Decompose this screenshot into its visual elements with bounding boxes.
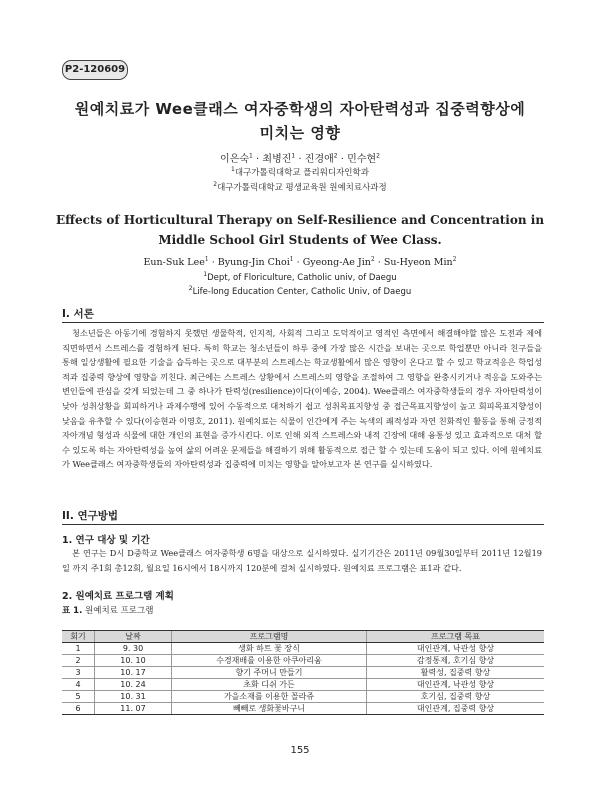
table-row [62, 667, 544, 679]
cell-program: 가을소재를 이용한 꼴라쥬 [172, 691, 367, 703]
affil-text: 대구가톨릭대학교 평생교육원 원예치료사과정 [217, 183, 387, 193]
cell-goal: 감정통제, 호기심 향상 [367, 655, 545, 667]
paper-id-badge: P2-120609 [62, 60, 128, 80]
cell-goal: 호기심, 집중력 향상 [367, 691, 545, 703]
subsection-1-heading: 1. 연구 대상 및 기간 [62, 535, 150, 546]
intro-body [62, 326, 542, 472]
english-affiliation-2 [40, 285, 560, 297]
author-sup: 2 [376, 152, 380, 160]
author: Gyeong-Ae Jin [302, 257, 371, 269]
cell-date: 10. 17 [95, 667, 172, 679]
col-header-date: 날짜 [95, 631, 172, 643]
subsection-1-paragraph: 본 연구는 D시 D중학교 Wee클래스 여자중학생 6명을 대상으로 실시하였다. 실기기간은 2011년 09월30일부터 2011년 12월19일 까지 주1회 총12회, 월요일 16시에서 18시까지 120분에 걸쳐 실시하였다. 원예치료 프로그램은 표1과 같다. [62, 548, 542, 573]
cell-program: 향기 주머니 만들기 [172, 667, 367, 679]
intro-paragraph: 청소년들은 아동기에 경험하지 못했던 생물학적, 인지적, 사회적 그리고 도덕적이고 영적인 측면에서 해결해야할 많은 도전과 제에 직면하면서 스트레스를 경험하게 된다. 특히 학교는 청소년들이 하루 중에 가장 많은 시간을 보내는 곳으로 학업뿐만 아니라 친구들을 통해 일상생활에 필요한 기술을 습득하는 곳으로 대부분의 스트레스는 학교생활에서 많은 영향이 온다고 할 수 있고 학교적응은 학업성적과 집중력 향상에 영향을 끼친다. 최근에는 스트레스 상황에서 스트레스의 영향을 조절하여 그 영향을 완충시키거나 적응을 도와주는 변인들에 관심을 갖게 되었는데 그 중 하나가 탄력성(resilience)이다(이예승, 2004). Wee클래스 여자중학생들의 경우 자아탄력성이 낮아 성취상황을 회피하거나 과제수행에 있어 수동적으로 대처하기 쉽고 성취목표지향성 중 접근목표지향성이 높고 회피목표지향성이 낮음을 유추할 수 있다(이승현과 이영호, 2011). 원예치료는 식물이 인간에게 주는 녹색의 쾌적성과 자연 친화적인 활동을 통해 긍정적 자아개념 형성과 식물에 대한 개인의 표현을 증가시킨다. 이로 인해 외적 스트레스와 내적 긴장에 대해 융통성 있고 효과적으로 대처 할 수 있도록 하는 자아탄력성을 높여 삶의 어려운 문제들을 해결하기 위해 활동적으로 접근 할 수 있는데 도움이 되고 있다. 이에 원예치료가 Wee클래스 여자중학생들의 자아탄력성과 집중력에 미치는 영향을 알아보고자 본 연구를 실시하였다. [62, 328, 542, 470]
table-row [62, 643, 544, 655]
cell-program: 초화 디쉬 가든 [172, 679, 367, 691]
korean-authors [40, 150, 560, 165]
affil-sup: 2 [188, 285, 193, 292]
cell-session: 2 [62, 655, 95, 667]
cell-session: 1 [62, 643, 95, 655]
cell-date: 11. 07 [95, 703, 172, 715]
program-table [62, 630, 544, 715]
cell-session: 5 [62, 691, 95, 703]
subsection-1-body [62, 546, 542, 575]
author-sup: 1 [204, 256, 209, 263]
author-sup: 2 [452, 256, 457, 263]
cell-session: 3 [62, 667, 95, 679]
table-header-row [62, 631, 544, 643]
affil-sup: 2 [213, 181, 218, 189]
cell-goal: 대인관계, 집중력 향상 [367, 703, 545, 715]
table-row [62, 691, 544, 703]
author-sup: 2 [333, 152, 338, 160]
table-caption [62, 604, 153, 616]
affil-text: 대구가톨릭대학교 플리워디자인학과 [234, 168, 369, 178]
cell-date: 10. 31 [95, 691, 172, 703]
col-header-goal: 프로그램 목표 [367, 631, 545, 643]
intro-heading: I. 서론 [62, 308, 94, 320]
author: 최병진 [262, 154, 292, 165]
cell-date: 10. 24 [95, 679, 172, 691]
author-separator: · [256, 154, 260, 165]
author-separator: · [340, 154, 344, 165]
affil-sup: 1 [231, 166, 235, 174]
cell-program: 수경재배를 이용한 아쿠아리움 [172, 655, 367, 667]
affil-sup: 1 [203, 271, 208, 278]
methods-heading: II. 연구방법 [62, 510, 119, 522]
cell-session: 4 [62, 679, 95, 691]
korean-title-line-1: 원예치료가 Wee클래스 여자중학생의 자아탄력성과 집중력향상에 [74, 100, 526, 118]
author: Su-Hyeon Min [383, 257, 453, 269]
author-separator: · [377, 257, 381, 269]
cell-session: 6 [62, 703, 95, 715]
divider [62, 322, 544, 323]
author-separator: · [296, 257, 300, 269]
english-title-line-2: Middle School Girl Students of Wee Class. [158, 233, 442, 247]
author: 이은숙 [220, 154, 250, 165]
author: Eun-Suk Lee [143, 257, 205, 269]
english-title-line-1: Effects of Horticultural Therapy on Self-Resilience and Concentration in [55, 213, 545, 227]
author-sup: 2 [370, 256, 375, 263]
cell-goal: 대인관계, 낙관성 향상 [367, 643, 545, 655]
author-separator: · [298, 154, 302, 165]
author: 진경애 [304, 154, 334, 165]
cell-date: 9. 30 [95, 643, 172, 655]
english-authors [40, 256, 560, 268]
table-caption-label: 표 1. [62, 606, 83, 616]
cell-date: 10. 10 [95, 655, 172, 667]
table-row [62, 679, 544, 691]
korean-affiliation-1 [40, 166, 560, 178]
cell-goal: 활력성, 집중력 향상 [367, 667, 545, 679]
english-affiliation-1 [40, 271, 560, 283]
author-separator: · [211, 257, 215, 269]
author-sup: 1 [291, 152, 296, 160]
author-sup: 1 [289, 256, 294, 263]
author: Byung-Jin Choi [217, 257, 290, 269]
cell-program: 빼빼로 생화꽃바구니 [172, 703, 367, 715]
cell-goal: 대인관계, 낙관성 향상 [367, 679, 545, 691]
col-header-program: 프로그램명 [172, 631, 367, 643]
table-row [62, 655, 544, 667]
author: 민수현 [347, 154, 377, 165]
table-caption-text: 원예치료 프로그램 [85, 606, 154, 616]
cell-program: 생화 하트 꽃 장식 [172, 643, 367, 655]
affil-text: Life-long Education Center, Catholic Univ, of Daegu [192, 286, 412, 297]
affil-text: Dept, of Floriculture, Catholic univ, of Daegu [207, 272, 397, 283]
table-row [62, 703, 544, 715]
page-number: 155 [290, 745, 310, 756]
korean-affiliation-2 [40, 181, 560, 193]
author-sup: 1 [249, 152, 253, 160]
col-header-session: 회기 [62, 631, 95, 643]
subsection-2-heading: 2. 원예치료 프로그램 계획 [62, 591, 174, 602]
korean-title-line-2: 미치는 영향 [259, 124, 341, 142]
divider [62, 524, 544, 525]
